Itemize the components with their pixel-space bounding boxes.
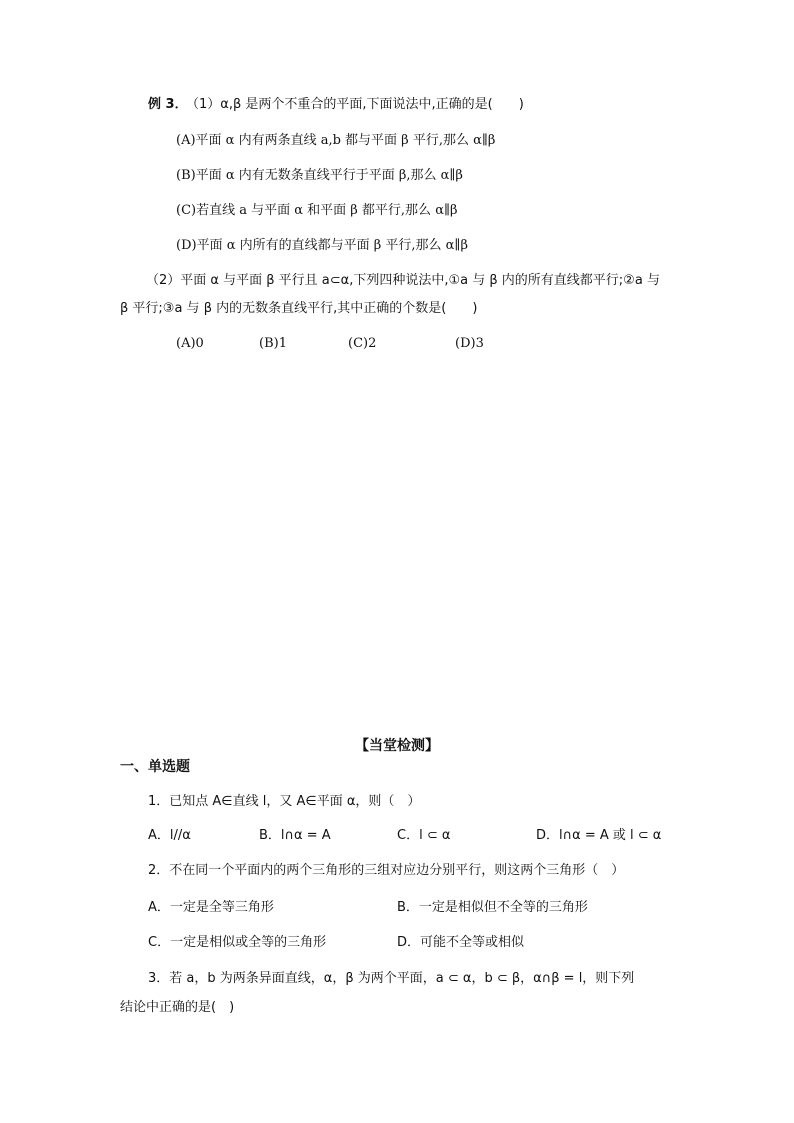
example-part2-option-b: (B)1 — [259, 336, 287, 351]
example-part1-option-d: (D)平面 α 内所有的直线都与平面 β 平行,那么 α∥β — [176, 238, 468, 253]
example-part1-option-b: (B)平面 α 内有无数条直线平行于平面 β,那么 α∥β — [176, 168, 463, 183]
example-part2-option-a: (A)0 — [176, 336, 204, 351]
question-3-line1: 3．若 a，b 为两条异面直线，α，β 为两个平面，a ⊂ α，b ⊂ β，α∩β = l，则下列 — [148, 971, 635, 986]
question-1-option-a: A．l//α — [148, 828, 191, 843]
question-1-option-d: D．l∩α = A 或 l ⊂ α — [536, 828, 662, 843]
example-part1-option-a: (A)平面 α 内有两条直线 a,b 都与平面 β 平行,那么 α∥β — [176, 133, 496, 148]
question-1-option-c: C．l ⊂ α — [397, 828, 451, 843]
example-part1-option-c: (C)若直线 a 与平面 α 和平面 β 都平行,那么 α∥β — [176, 203, 458, 218]
question-2-option-c: C．一定是相似或全等的三角形 — [148, 935, 327, 950]
example-part2-line2: β 平行;③a 与 β 内的无数条直线平行,其中正确的个数是( ) — [120, 301, 478, 316]
section-title: 【当堂检测】 — [355, 738, 439, 754]
question-2-option-b: B．一定是相似但不全等的三角形 — [397, 900, 588, 915]
question-2-stem: 2．不在同一个平面内的两个三角形的三组对应边分别平行，则这两个三角形（ ） — [148, 863, 625, 878]
example-part2-option-d: (D)3 — [455, 336, 484, 351]
example-part1-stem: （1）α,β 是两个不重合的平面,下面说法中,正确的是( ) — [186, 97, 524, 112]
section-subtitle: 一、单选题 — [120, 759, 190, 775]
example-label: 例 3． — [148, 97, 188, 112]
example-part2-line1: （2）平面 α 与平面 β 平行且 a⊂α,下列四种说法中,①a 与 β 内的所有直线都平行;②a 与 — [146, 273, 660, 288]
question-2-option-a: A．一定是全等三角形 — [148, 900, 274, 915]
question-1-stem: 1．已知点 A∈直线 l，又 A∈平面 α，则（ ） — [148, 794, 421, 809]
question-3-line2: 结论中正确的是( ) — [120, 1000, 235, 1015]
question-2-option-d: D．可能不全等或相似 — [397, 935, 525, 950]
question-1-option-b: B．l∩α = A — [259, 828, 331, 843]
example-part2-option-c: (C)2 — [348, 336, 377, 351]
